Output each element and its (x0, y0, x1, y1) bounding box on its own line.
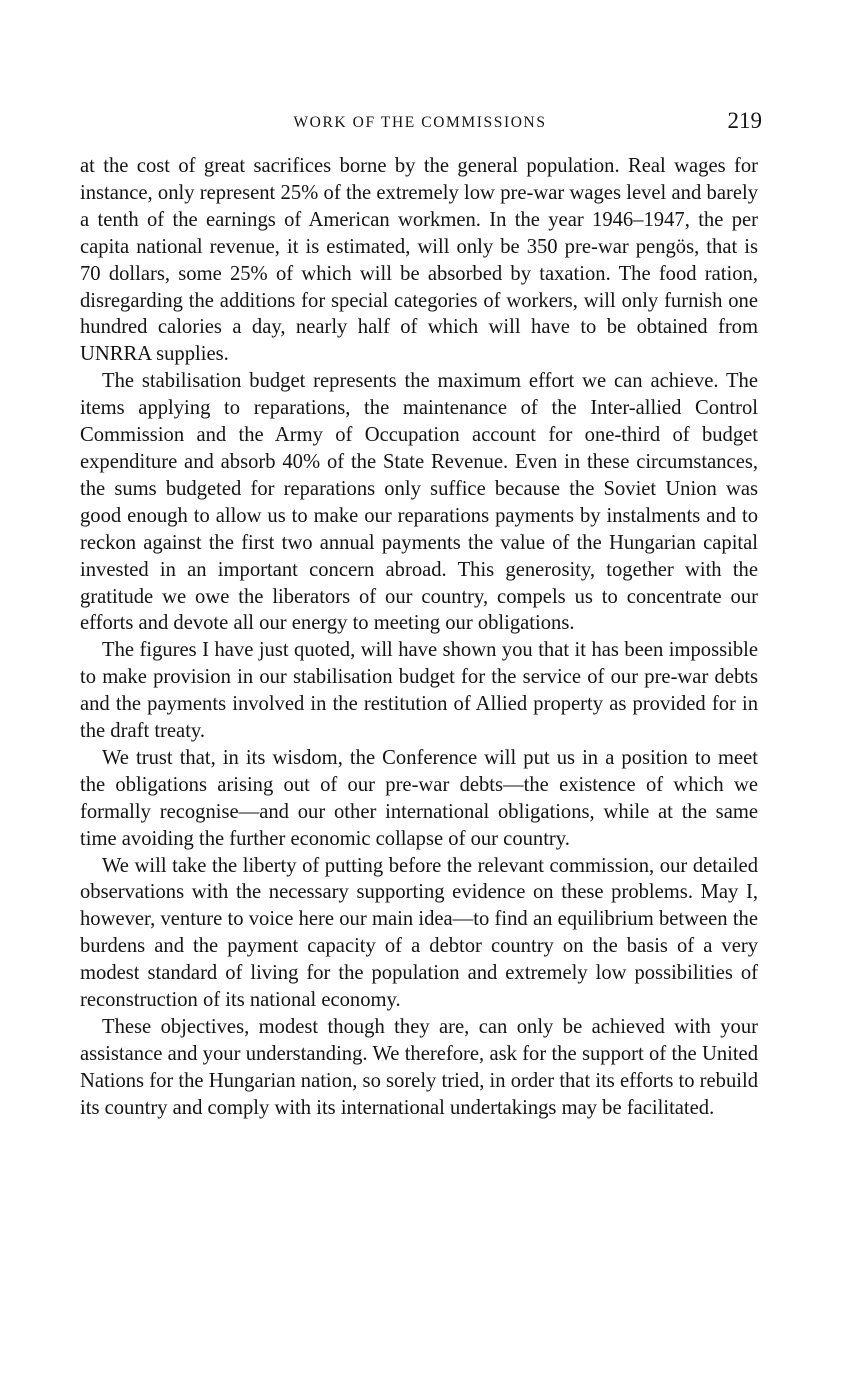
running-title: WORK OF THE COMMISSIONS (293, 114, 547, 131)
paragraph: The figures I have just quoted, will have shown you that it has been impossible to make provision in our stabilisation budget for the service of our pre-war debts and the payments involved in the restitution of Allied property as provided for in the draft treaty. (80, 639, 758, 743)
paragraph: The stabilisation budget represents the maximum effort we can achieve. The items applying to reparations, the maintenance of the Inter-allied Control Commission and the Army of Occupation account for one-third of budget expenditure and absorb 40% of the State Revenue. Even in these circumstances, the sums budgeted for reparations only suffice because the Soviet Union was good enough to allow us to make our reparations payments by instalments and to reckon against the first two annual payments the value of the Hungarian capital invested in an important concern abroad. This generosity, together with the gratitude we owe the liberators of our country, compels us to concentrate our efforts and devote all our energy to meeting our obligations. (80, 370, 758, 635)
running-head (80, 110, 760, 140)
paragraph: These objectives, modest though they are, can only be achieved with your assistance and your understanding. We therefore, ask for the support of the United Nations for the Hungarian nation, so sorely tried, in order that its efforts to rebuild its country and comply with its international undertakings may be facilitated. (80, 1016, 758, 1119)
paragraph: We trust that, in its wisdom, the Conference will put us in a position to meet the obligations arising out of our pre-war debts—the existence of which we formally recognise—and our other international obligations, while at the same time avoiding the further economic collapse of our country. (80, 746, 758, 850)
page-number: 219 (727, 108, 762, 133)
body-text (80, 153, 758, 1122)
paragraph-continued: at the cost of great sacrifices borne by the general population. Real wages for instance, only represent 25% of the extremely low pre-war wages level and barely a tenth of the earnings of American workmen. In the year 1946–1947, the per capita national revenue, it is estimated, will only be 350 pre-war pengös, that is 70 dollars, some 25% of which will be absorbed by taxation. The food ration, disregarding the additions for special categories of workers, will only furnish one hundred calories a day, nearly half of which will have to be obtained from UNRRA supplies. (80, 155, 758, 366)
paragraph: We will take the liberty of putting before the relevant commission, our detailed observations with the necessary supporting evidence on these problems. May I, however, venture to voice here our main idea—to find an equilibrium between the burdens and the payment capacity of a debtor country on the basis of a very modest standard of living for the population and extremely low possibilities of reconstruction of its national economy. (80, 854, 758, 1012)
